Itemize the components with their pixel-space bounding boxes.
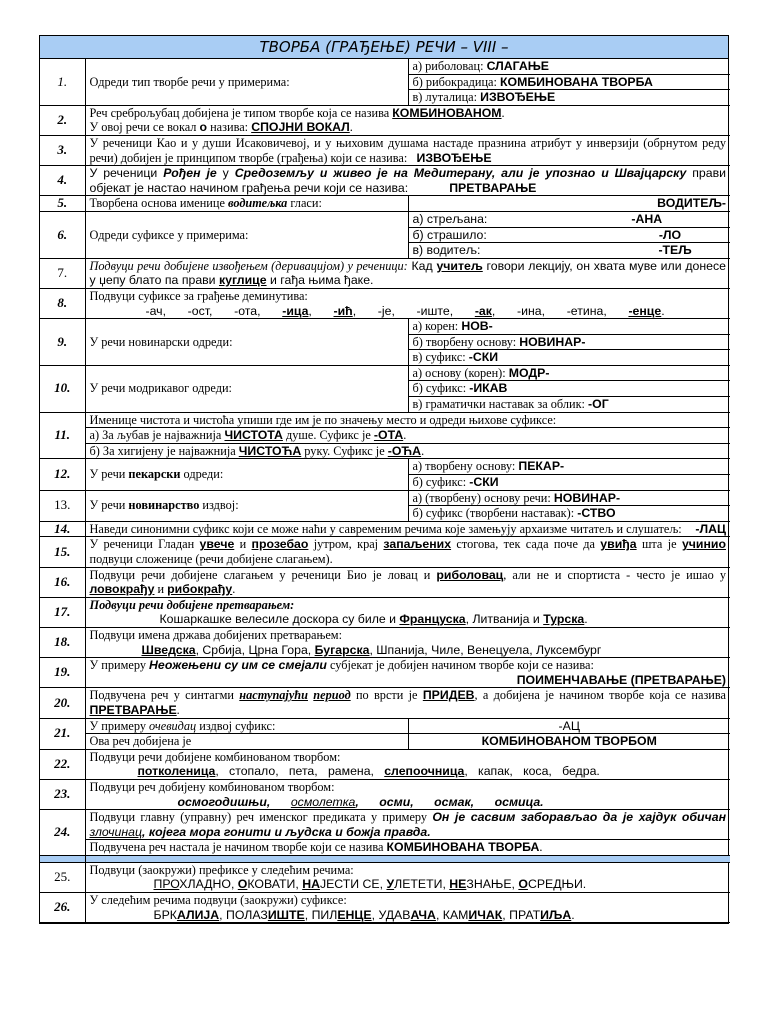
question-text: Подвуци имена држава добијених претварањем: Шведска, Србија, Црна Гора, Бугарска, Шпанија, Чиле, Венецуела, Луксембург (85, 627, 730, 657)
answer-cell: а) стрељана: -АНА (408, 211, 730, 227)
question-number: 16. (40, 567, 85, 597)
answer-cell: а) (творбену) основу речи: НОВИНАР- (408, 490, 730, 506)
question-text: Творбена основа именице водитељка гласи: (85, 196, 408, 212)
table-row (40, 734, 730, 750)
question-number: 3. (40, 135, 85, 165)
table-row (40, 840, 730, 856)
table-row (40, 810, 730, 840)
question-text: У реченици Рођен је у Средоземљу и живео је на Медитерану, али је упознао и Швајцарску прави објекат је настао начином грађења речи који се назива: ПРЕТВАРАЊЕ (85, 166, 730, 196)
question-number: 20. (40, 688, 85, 718)
table-row (40, 718, 730, 734)
question-prompt: Одреди тип творбе речи у примерима: (85, 59, 408, 105)
question-prompt: Именице чистота и чистоћа упиши где им је по значењу место и одреди њихове суфиксе: (85, 412, 730, 428)
table-row (40, 537, 730, 567)
exercise-table (40, 59, 730, 923)
question-number: 23. (40, 779, 85, 809)
answer-cell: б) суфикс (творбени наставак): -СТВО (408, 506, 730, 522)
question-text: У реченици Гладан увече и прозебао јутром, крај запаљених стогова, тек сада поче да увиђа шта је учинио подвуци сложенице (речи добијене слагањем). (85, 537, 730, 567)
table-row (40, 688, 730, 718)
table-row (40, 627, 730, 657)
table-row (40, 428, 730, 444)
question-number: 2. (40, 105, 85, 135)
table-row (40, 211, 730, 227)
answer-cell: а) риболовац: СЛАГАЊЕ (408, 59, 730, 74)
question-prompt: У речи пекарски одреди: (85, 459, 408, 490)
answer-cell: а) корен: НОВ- (408, 319, 730, 335)
table-row (40, 658, 730, 688)
table-row (40, 862, 730, 892)
question-text: Реч среброљубац добијена је типом творбе која се назива КОМБИНОВАНОМ. У овој речи се вокал о назива: СПОЈНИ ВОКАЛ. (85, 105, 730, 135)
question-prompt: Одреди суфиксе у примерима: (85, 211, 408, 258)
question-number: 1. (40, 59, 85, 105)
question-text: Подвуци речи добијене комбинованом творбом: потколеница, стопало, пета, рамена, слепоочница, капак, коса, бедра. (85, 749, 730, 779)
table-row (40, 166, 730, 196)
answer-cell: КОМБИНОВАНОМ ТВОРБОМ (408, 734, 730, 750)
question-prompt: У речи новинарство издвој: (85, 490, 408, 521)
table-row (40, 893, 730, 923)
answer-cell: -АЦ (408, 718, 730, 734)
question-number: 11. (40, 412, 85, 459)
table-row (40, 597, 730, 627)
question-number: 4. (40, 166, 85, 196)
answer-cell: ВОДИТЕЉ- (408, 196, 730, 212)
question-text: У примеру Неожењени су им се смејали субјекат је добијен начином творбе који се назива: ПОИМЕНЧАВАЊЕ (ПРЕТВАРАЊЕ) (85, 658, 730, 688)
table-row (40, 749, 730, 779)
answer-cell: б) творбену основу: НОВИНАР- (408, 334, 730, 350)
question-text: Наведи синонимни суфикс који се може наћи у савременим речима које замењују архаизме читатељ и слушатељ: -ЛАЦ (85, 521, 730, 537)
question-text: Подвуци суфиксе за грађење деминутива: -ач, -ост, -ота, -ица, -ић, -је, -иште, -ак, -ина, -етина, -енце. (85, 288, 730, 318)
table-row (40, 135, 730, 165)
table-row (40, 490, 730, 506)
question-text: Подвуци речи добијене извођењем (деривацијом) у реченици: Кад учитељ говори лекцију, он хвата муве или донесе у џепу блато па прави куглице и гађа њима ђаке. (85, 258, 730, 288)
section-divider (40, 855, 730, 862)
answer-cell: б) За хигијену је најважнија ЧИСТОЋА руку. Суфикс је -ОЋА. (85, 443, 730, 459)
table-row (40, 258, 730, 288)
answer-cell: б) суфикс: -СКИ (408, 475, 730, 491)
answer-cell: а) основу (корен): МОДР- (408, 365, 730, 381)
answer-cell: а) За љубав је најважнија ЧИСТОТА душе. Суфикс је -ОТА. (85, 428, 730, 444)
question-text: Подвучена реч у синтагми наступајући период по врсти је ПРИДЕВ, а добијена је начином творбе која се назива ПРЕТВАРАЊЕ. (85, 688, 730, 718)
table-row (40, 412, 730, 428)
question-number: 24. (40, 810, 85, 856)
question-text: Подвуци речи добијене слагањем у реченици Био је ловац и риболовац, али не и спортиста - често је ишао у ловокрађу и рибокрађу. (85, 567, 730, 597)
question-prompt: У речи новинарски одреди: (85, 319, 408, 366)
question-number: 21. (40, 718, 85, 749)
answer-cell: Подвучена реч настала је начином творбе који се назива КОМБИНОВАНА ТВОРБА. (85, 840, 730, 856)
page-title: ТВОРБА (ГРАЂЕЊЕ) РЕЧИ – VIII – (40, 36, 728, 59)
question-number: 25. (40, 862, 85, 892)
worksheet (39, 35, 729, 924)
question-number: 13. (40, 490, 85, 521)
question-number: 22. (40, 749, 85, 779)
table-row (40, 319, 730, 335)
answer-cell: в) луталица: ИЗВОЂЕЊЕ (408, 90, 730, 106)
table-row (40, 521, 730, 537)
table-row (40, 779, 730, 809)
answer-cell: б) страшило: -ЛО (408, 227, 730, 243)
table-row (40, 443, 730, 459)
question-text: Подвуци реч добијену комбинованом творбом: осмогодишњи, осмолетка, осми, осмак, осмица. (85, 779, 730, 809)
question-number: 6. (40, 211, 85, 258)
question-prompt: У речи модрикавог одреди: (85, 365, 408, 412)
question-text: У примеру очевидац издвој суфикс: (85, 718, 408, 734)
table-row (40, 288, 730, 318)
question-number: 7. (40, 258, 85, 288)
question-number: 17. (40, 597, 85, 627)
question-text: Подвуци главну (управну) реч именског предиката у примеру Он је сасвим заборављао да је хајдук обичан злочинац, којега мора гонити и људска и божја правда. (85, 810, 730, 840)
table-row (40, 459, 730, 475)
question-number: 26. (40, 893, 85, 923)
answer-cell: а) творбену основу: ПЕКАР- (408, 459, 730, 475)
table-row (40, 567, 730, 597)
question-number: 5. (40, 196, 85, 212)
answer-cell: в) суфикс: -СКИ (408, 350, 730, 366)
answer-cell: в) водитељ: -ТЕЉ (408, 243, 730, 259)
table-row (40, 365, 730, 381)
question-text: У реченици Као и у души Исаковичевој, и у њиховим душама настаде празнина атрибут у инверзији (обрнутом реду речи) добијен је принципом творбе (грађења) који се назива: ИЗВОЂЕЊЕ (85, 135, 730, 165)
question-number: 9. (40, 319, 85, 366)
answer-cell: в) граматички наставак за облик: -ОГ (408, 397, 730, 413)
question-text: Подвуци (заокружи) префиксе у следећим речима: ПРОХЛАДНО, ОКОВАТИ, НАЈЕСТИ СЕ, УЛЕТЕТИ, НЕЗНАЊЕ, ОСРЕДЊИ. (85, 862, 730, 892)
question-number: 12. (40, 459, 85, 490)
question-number: 19. (40, 658, 85, 688)
question-number: 18. (40, 627, 85, 657)
answer-cell: б) суфикс: -ИКАВ (408, 381, 730, 397)
question-number: 14. (40, 521, 85, 537)
table-row (40, 196, 730, 212)
question-number: 10. (40, 365, 85, 412)
question-text: Ова реч добијена је (85, 734, 408, 750)
question-text: У следећим речима подвуци (заокружи) суфиксе: БРКАЛИЈА, ПОЛАЗИШТЕ, ПИЛЕНЦЕ, УДАВАЧА, КАМИЧАК, ПРАТИЉА. (85, 893, 730, 923)
question-number: 8. (40, 288, 85, 318)
question-number: 15. (40, 537, 85, 567)
table-row (40, 59, 730, 74)
table-row (40, 105, 730, 135)
question-text: Подвуци речи добијене претварањем: Кошаркашке велесиле доскора су биле и Француска, Литванија и Турска. (85, 597, 730, 627)
answer-cell: б) рибокрадица: КОМБИНОВАНА ТВОРБА (408, 74, 730, 90)
